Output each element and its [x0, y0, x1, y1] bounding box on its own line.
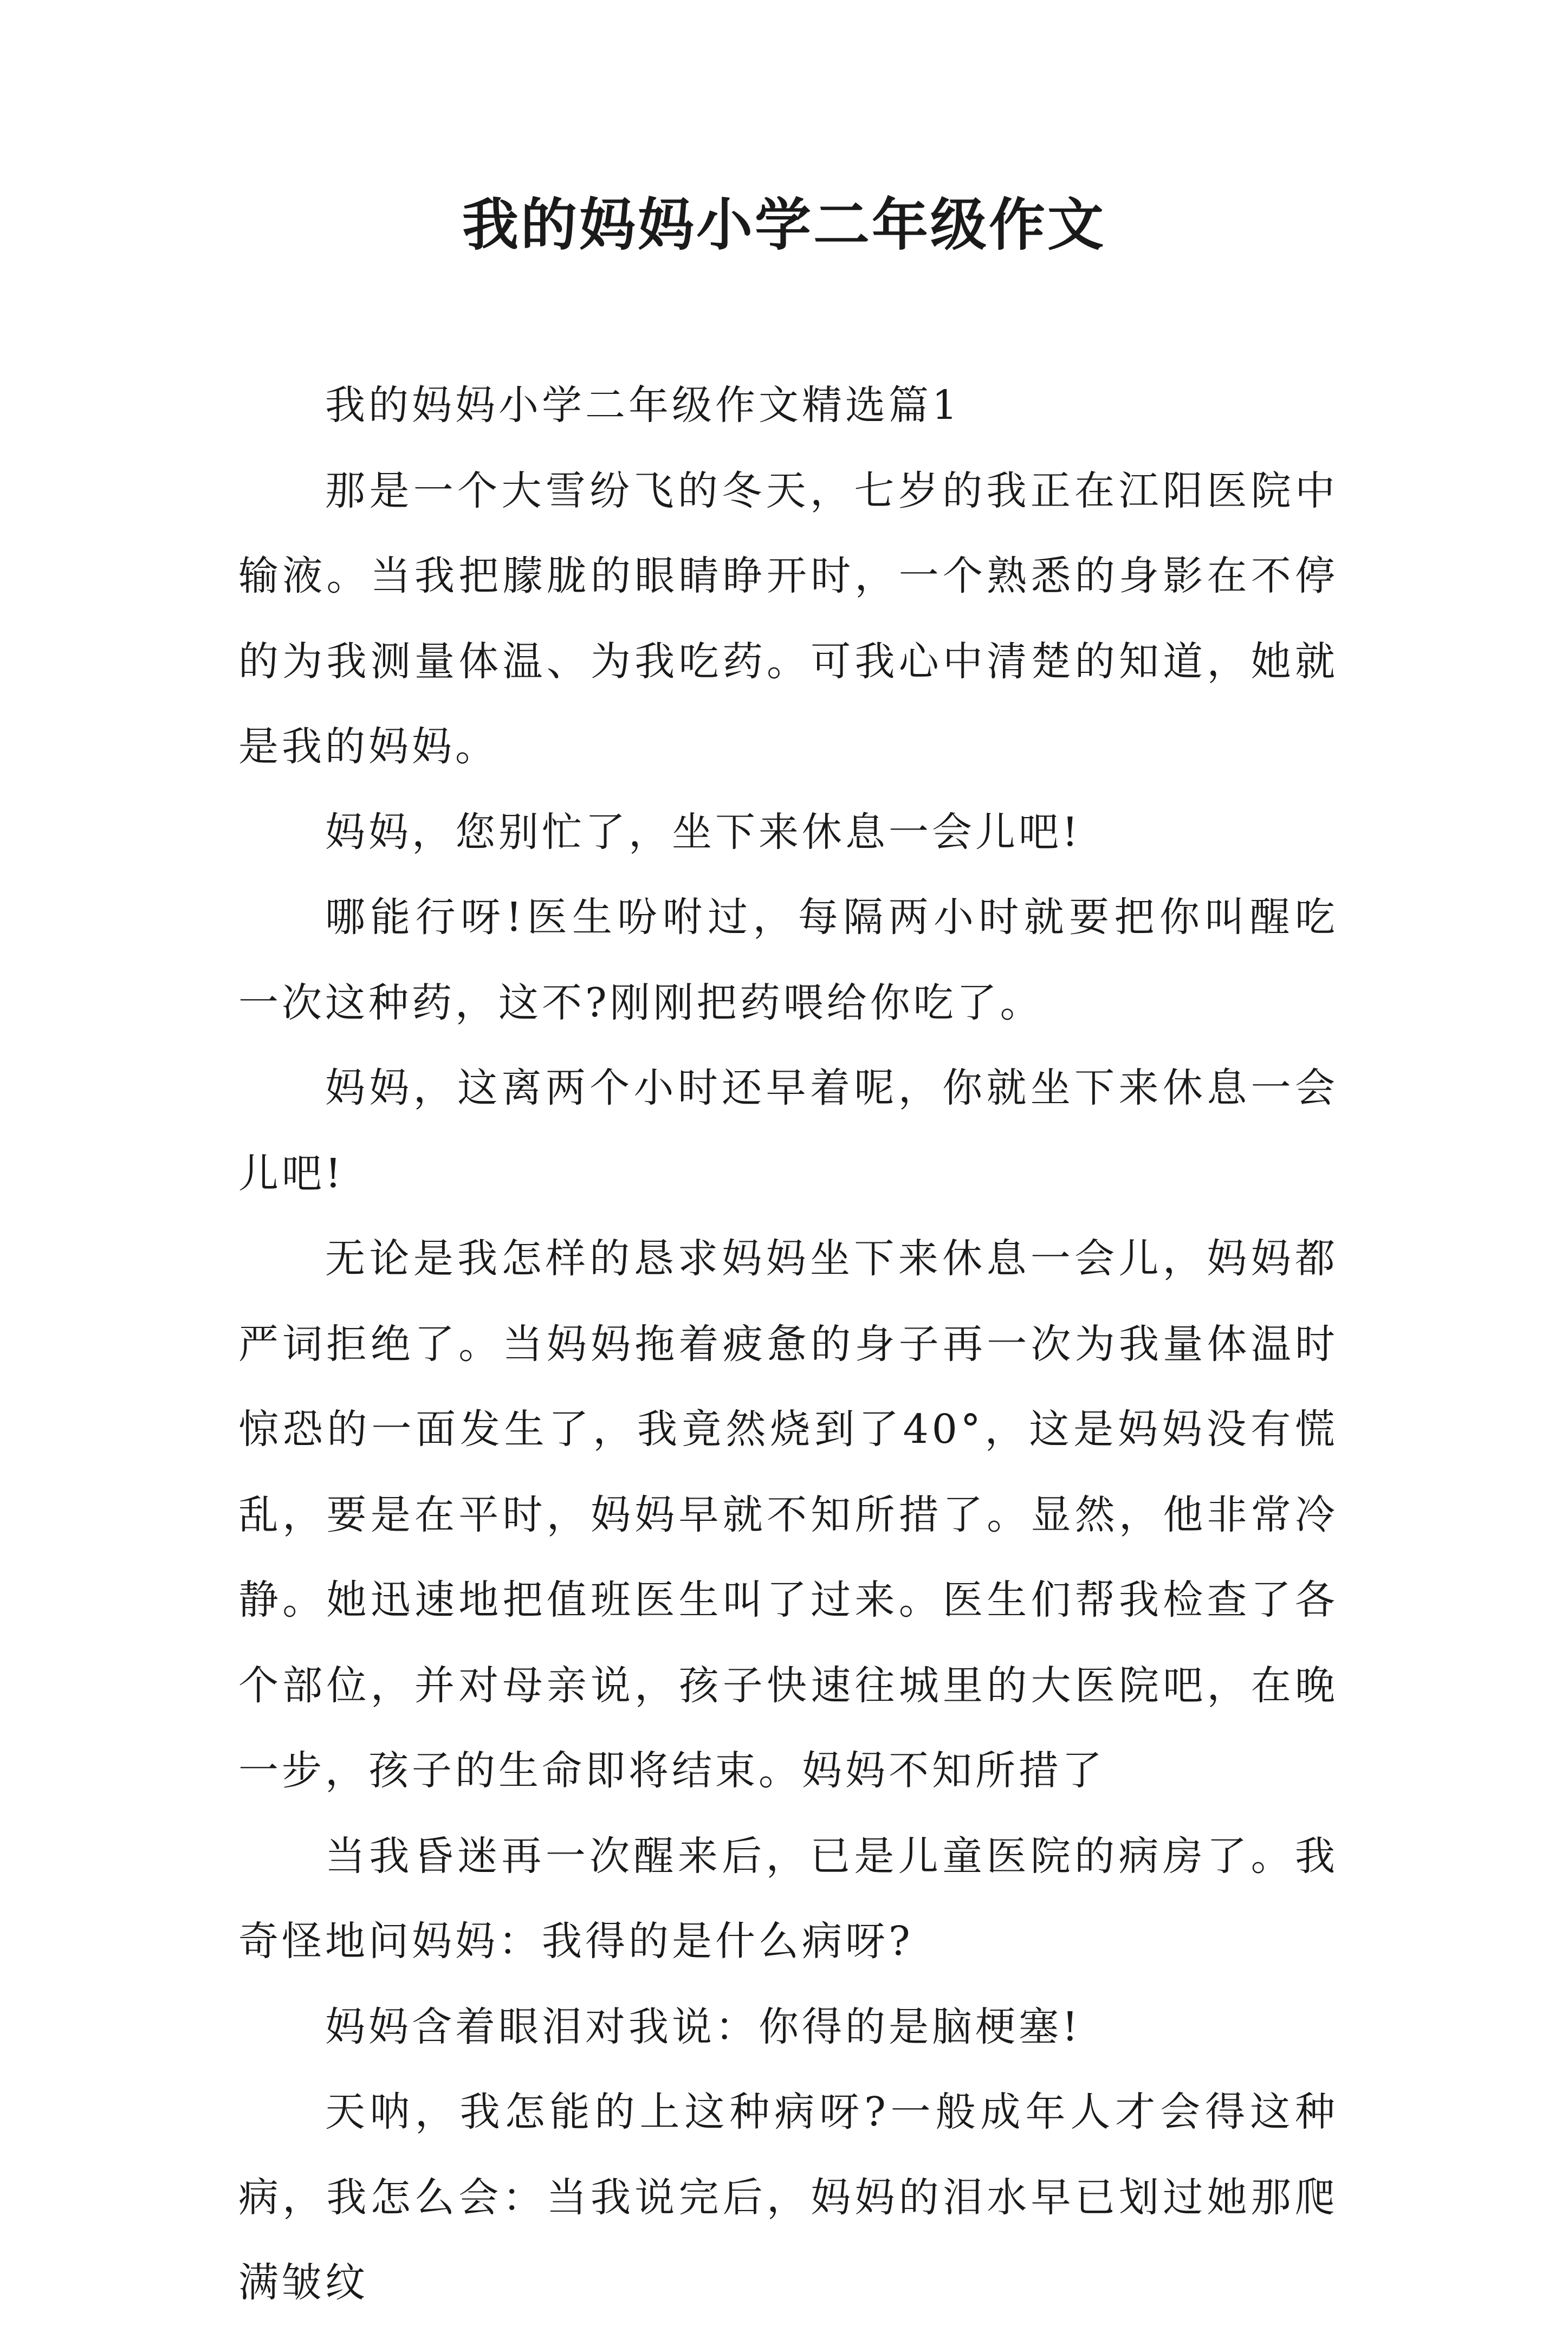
document-title: 我的妈妈小学二年级作文 [462, 191, 1106, 258]
paragraph: 妈妈含着眼泪对我说：你得的是脑梗塞! [325, 2003, 1081, 2050]
document-body [238, 363, 1338, 2326]
paragraph: 妈妈，这离两个小时还早着呢，你就坐下来休息一会儿吧! [238, 1065, 1338, 1197]
paragraph: 当我昏迷再一次醒来后，已是儿童医院的病房了。我奇怪地问妈妈：我得的是什么病呀? [238, 1832, 1338, 1965]
paragraph: 哪能行呀!医生吩咐过，每隔两小时就要把你叫醒吃一次这种药，这不?刚刚把药喂给你吃了。 [238, 894, 1338, 1026]
paragraph-heading: 我的妈妈小学二年级作文精选篇1 [325, 382, 961, 429]
paragraph: 无论是我怎样的恳求妈妈坐下来休息一会儿，妈妈都严词拒绝了。当妈妈拖着疲惫的身子再一次为我量体温时惊恐的一面发生了，我竟然烧到了40°，这是妈妈没有慌乱，要是在平时，妈妈早就不知所措了。显然，他非常冷静。她迅速地把值班医生叫了过来。医生们帮我检查了各个部位，并对母亲说，孩子快速往城里的大医院吧，在晚一步，孩子的生命即将结束。妈妈不知所措了 [238, 1235, 1338, 1794]
paragraph: 妈妈，您别忙了，坐下来休息一会儿吧! [325, 808, 1081, 856]
paragraph: 那是一个大雪纷飞的冬天，七岁的我正在江阳医院中输液。当我把朦胧的眼睛睁开时，一个熟悉的身影在不停的为我测量体温、为我吃药。可我心中清楚的知道，她就是我的妈妈。 [238, 467, 1338, 770]
paragraph: 天呐，我怎能的上这种病呀?一般成年人才会得这种病，我怎么会：当我说完后，妈妈的泪水早已划过她那爬满皱纹 [238, 2089, 1338, 2306]
